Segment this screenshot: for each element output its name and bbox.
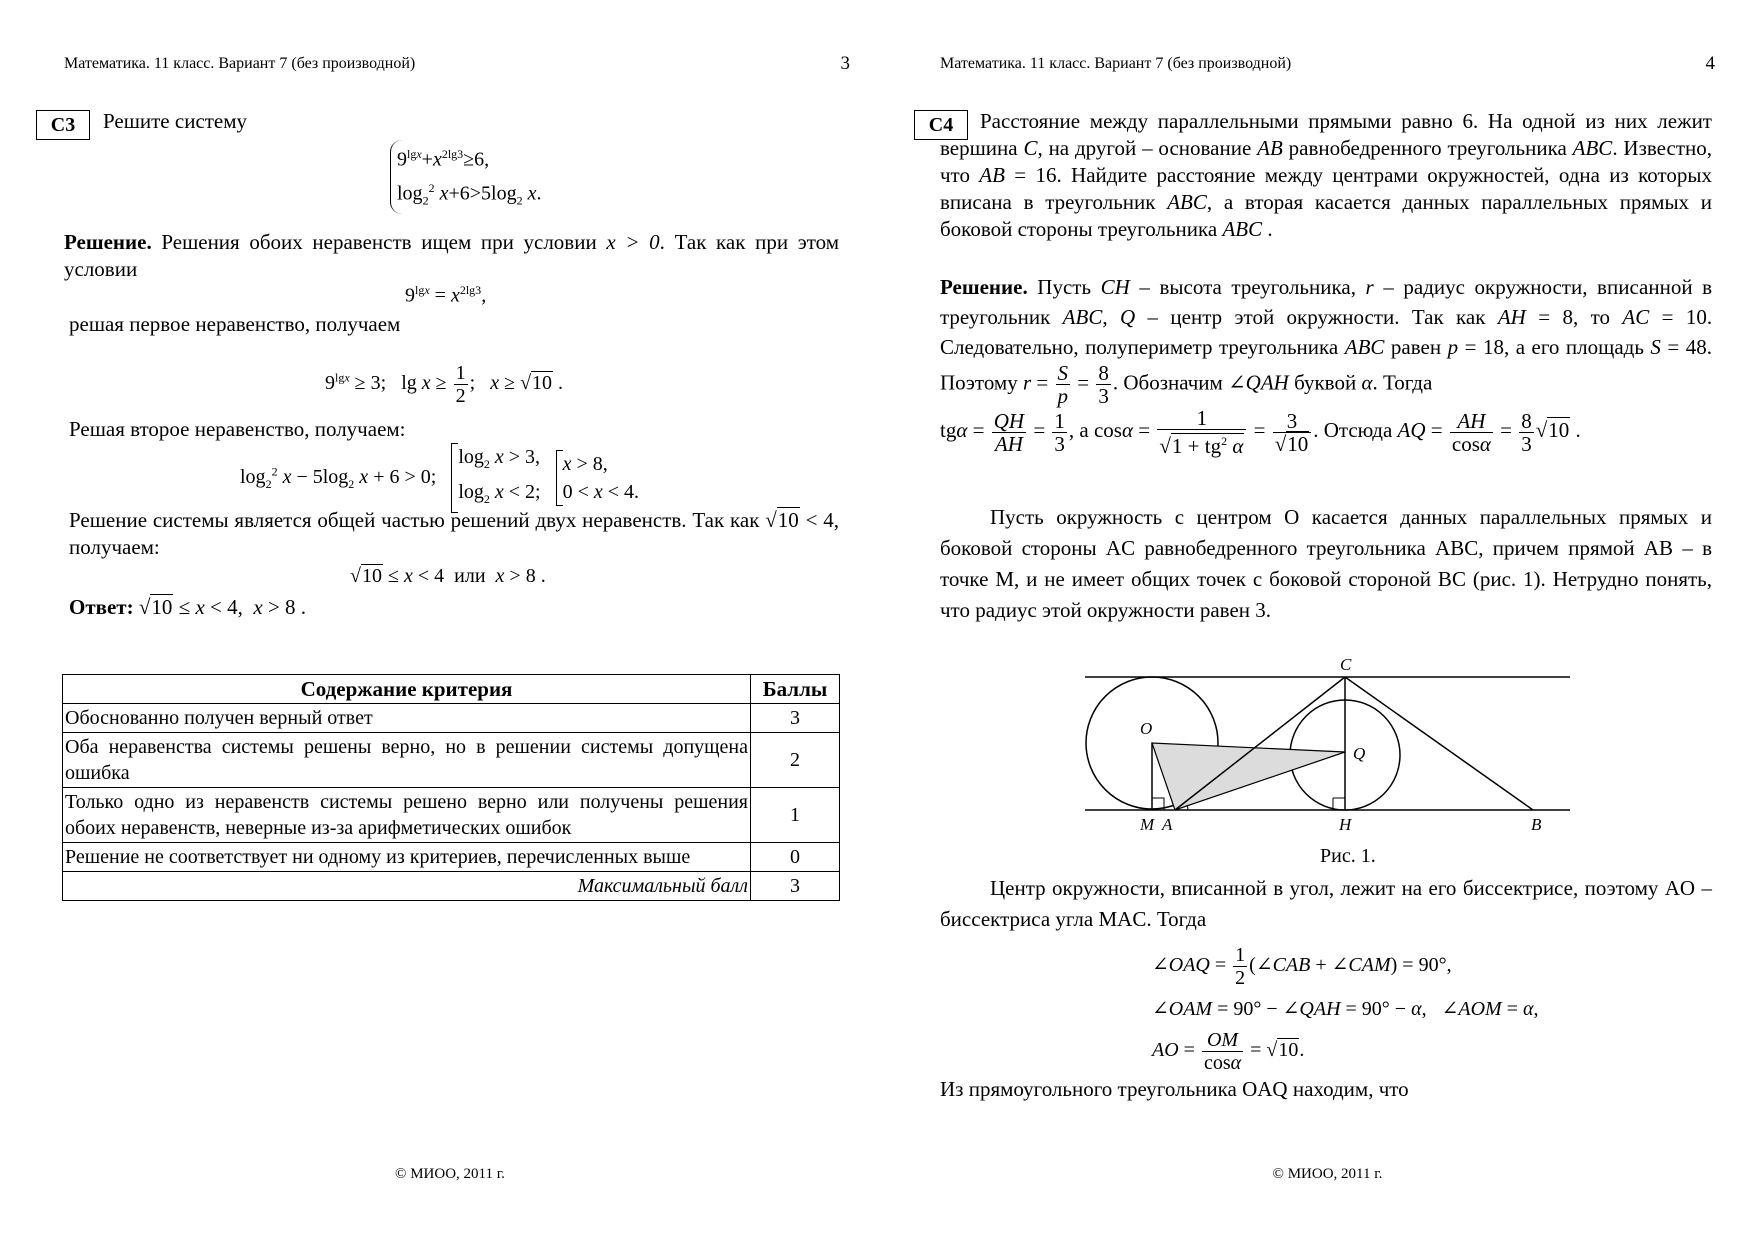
problem-c4-text: Расстояние между параллельными прямыми равно 6. На одной из них лежит вершина C, на другой – основание AB равнобедренного треугольника ABC. Известно, что AB = 16. Найдите расстояние между центрами окружностей, одна из которых вписана в треугольник ABC, а вторая касается данных параллельных прямых и боковой стороны треугольника ABC . — [940, 109, 1713, 241]
max-score-value: 3 — [751, 872, 840, 901]
c4-solution-paragraph: Решение. Пусть CH – высота треугольника, r – радиус окружности, вписанной в треугольник ABC, Q – центр этой окружности. Так как AH = 8, то AC = 10. Следовательно, полупериметр треугольника ABC равен p = 18, а его площадь S = 48. Поэтому r = $\frac{S}{p}$ = $\frac{8}{3}$ . Обозначим ∠QAH буквой α. Тогда tgα = $\frac{QH}{AH}$ = $\frac{1}{3}$ , а cosα = $\frac{1}{√1 + tg^2 \alpha}$ = $\frac{3}{√10}$ . Отсюда AQ = $\frac{AH}{\cos\alpha}$ = $\frac{8}{3}$ √10 . — [940, 275, 1713, 458]
left-header — [64, 55, 850, 73]
label-c: C — [1340, 655, 1352, 674]
c4-text-e: . Найдите расстояние между центрами окружностей, одна из которых вписана в треугольник — [940, 163, 1713, 214]
c4-sol-h: , а его площадь — [1503, 335, 1644, 359]
criteria-table — [62, 674, 840, 901]
figure-1 — [1070, 655, 1570, 840]
criteria-cell: Оба неравенства системы решены верно, но в решении системы допущена ошибка — [63, 733, 751, 788]
label-o: O — [1140, 719, 1153, 738]
answer-label: Ответ — [69, 595, 127, 619]
solution-label: Решение. — [64, 230, 152, 254]
system-formula: $9^{lgx}+x^{2lg3}\ge 6$, $\log_2^2 x+6>5\log_2$ x. — [390, 140, 541, 214]
label-h: H — [1339, 815, 1352, 834]
table-row — [63, 788, 840, 843]
solution-p1-condition: x > 0 — [606, 230, 660, 254]
c4-sol-m: , а — [1068, 417, 1089, 442]
solution-p4-text: Решение системы является общей частью решений двух неравенств. Так как — [69, 508, 760, 532]
problem-label-c4: С4 — [914, 110, 968, 140]
points-header: Баллы — [751, 675, 840, 704]
or-word: или — [454, 565, 486, 587]
c4-paragraph-3: Центр окружности, вписанной в угол, лежит на его биссектрисе, поэтому AO – биссектриса угла MAC. Тогда — [940, 876, 1712, 931]
label-a: A — [1162, 815, 1173, 834]
answer-line: Ответ: √10 ≤ x < 4, x > 8 . — [69, 595, 307, 619]
solution-paragraph-4: Решение системы является общей частью решений двух неравенств. Так как √10 < 4, получаем: — [69, 508, 839, 559]
points-cell: 1 — [751, 788, 840, 843]
c4-text-c: равнобедренного треугольника — [1288, 136, 1567, 160]
points-cell: 2 — [751, 733, 840, 788]
solution-p1-end: . Так как при этом условии — [64, 230, 840, 281]
table-row — [63, 733, 840, 788]
c4-sol-a: Пусть — [1037, 275, 1092, 299]
left-page — [50, 0, 850, 1239]
c4-sol-n: . Отсюда — [1313, 417, 1393, 442]
c4-sol-c: – радиус окружности, вписанной в треугольник — [940, 275, 1713, 329]
angle-formulas: ∠OAQ = $\frac{1}{2}$ (∠CAB + ∠CAM) = 90°, ∠OAM = 90° − ∠QAH = 90° − α, ∠AOM = α, AO = $\frac{OM}{\cos\alpha}$ = √10. — [1152, 944, 1539, 1074]
right-page-number: 4 — [1705, 53, 1715, 74]
criteria-cell: Решение не соответствует ни одному из критериев, перечисленных выше — [63, 843, 751, 872]
c4-text-a: Расстояние между параллельными прямыми равно 6. На одной из них лежит вершина — [940, 109, 1712, 160]
table-row — [63, 704, 840, 733]
solution-paragraph-2: решая первое неравенство, получаем — [69, 312, 401, 336]
c4-sol-f: . Следовательно, полупериметр треугольника — [940, 305, 1713, 359]
c4-sol-j: . Обозначим — [1112, 370, 1223, 395]
c4-text-d: . Известно, что — [940, 136, 1712, 187]
c4-paragraph-2: Пусть окружность с центром O касается данных параллельных прямых и боковой стороны AC равнобедренного треугольника ABC, причем прямой AB – в точке M, и не имеет общих точек с боковой стороной BC (рис. 1). Нетрудно понять, что радиус этой окружности равен 3. — [940, 505, 1712, 622]
c4-solution-label: Решение. — [940, 275, 1028, 299]
points-cell: 0 — [751, 843, 840, 872]
c4-sol-e: то — [1590, 305, 1610, 329]
points-cell: 3 — [751, 704, 840, 733]
side-bc — [1345, 677, 1533, 810]
left-header-title: Математика. 11 класс. Вариант 7 (без производной) — [64, 55, 416, 72]
solution-p1-text: Решения обоих неравенств ищем при условии — [161, 230, 597, 254]
problem-prompt: Решите систему — [103, 109, 248, 133]
right-header-title: Математика. 11 класс. Вариант 7 (без производной) — [940, 55, 1292, 72]
label-b: B — [1531, 815, 1542, 834]
equality-formula: $9^{lgx} = x^{2lg3}$, — [405, 283, 487, 307]
c4-sol-k: буквой — [1294, 370, 1357, 395]
max-score-label: Максимальный балл — [63, 872, 751, 901]
criteria-cell: Обоснованно получен верный ответ — [63, 704, 751, 733]
c4-text-b: , на другой – основание — [1037, 136, 1252, 160]
criteria-cell: Только одно из неравенств системы решено верно или получены решения обоих неравенств, неверные из-за арифметических ошибок — [63, 788, 751, 843]
solution-paragraph-1 — [64, 229, 839, 283]
solution-paragraph-3: Решая второе неравенство, получаем: — [69, 417, 406, 441]
first-inequality-result: $9^{lgx} \ge 3$; lg x ≥ $\frac{1}{2}$ ; x ≥ √10 . — [325, 362, 564, 407]
criteria-header-row — [63, 675, 840, 704]
c4-sol-i: . Поэтому — [940, 335, 1712, 395]
right-header — [940, 55, 1715, 73]
right-footer: © МИОО, 2011 г. — [1272, 1166, 1383, 1182]
c4-text-f: , а вторая касается данных параллельных прямых и боковой стороны треугольника — [940, 190, 1713, 241]
side-ac — [1175, 677, 1345, 810]
solution-p4-end: , получаем: — [69, 508, 839, 559]
problem-label-c3: С3 — [36, 110, 90, 140]
label-q: Q — [1353, 744, 1366, 763]
left-footer: © МИОО, 2011 г. — [395, 1166, 505, 1182]
criteria-header: Содержание критерия — [63, 675, 751, 704]
c4-sol-l: . Тогда — [1372, 370, 1433, 395]
second-inequality-result: $\log_2^2 x - 5\log_2$ x + 6 > 0; $\log_2 x > 3$, $\log_2 x < 2$; x > 8, 0 < x < 4. — [240, 443, 639, 513]
left-page-number: 3 — [840, 53, 850, 74]
table-row — [63, 843, 840, 872]
figure-caption: Рис. 1. — [1320, 845, 1376, 867]
max-score-row — [63, 872, 840, 901]
system-solution-formula: √10 ≤ x < 4 или x > 8 . — [350, 565, 546, 587]
right-page — [928, 0, 1715, 1239]
c4-sol-g: равен — [1390, 335, 1442, 359]
c4-sol-d: – центр этой окружности. Так как — [1147, 305, 1486, 329]
label-m: M — [1140, 815, 1155, 834]
c4-paragraph-4: Из прямоугольного треугольника OAQ находим, что — [940, 1077, 1409, 1101]
c4-sol-b: – высота треугольника, — [1139, 275, 1356, 299]
